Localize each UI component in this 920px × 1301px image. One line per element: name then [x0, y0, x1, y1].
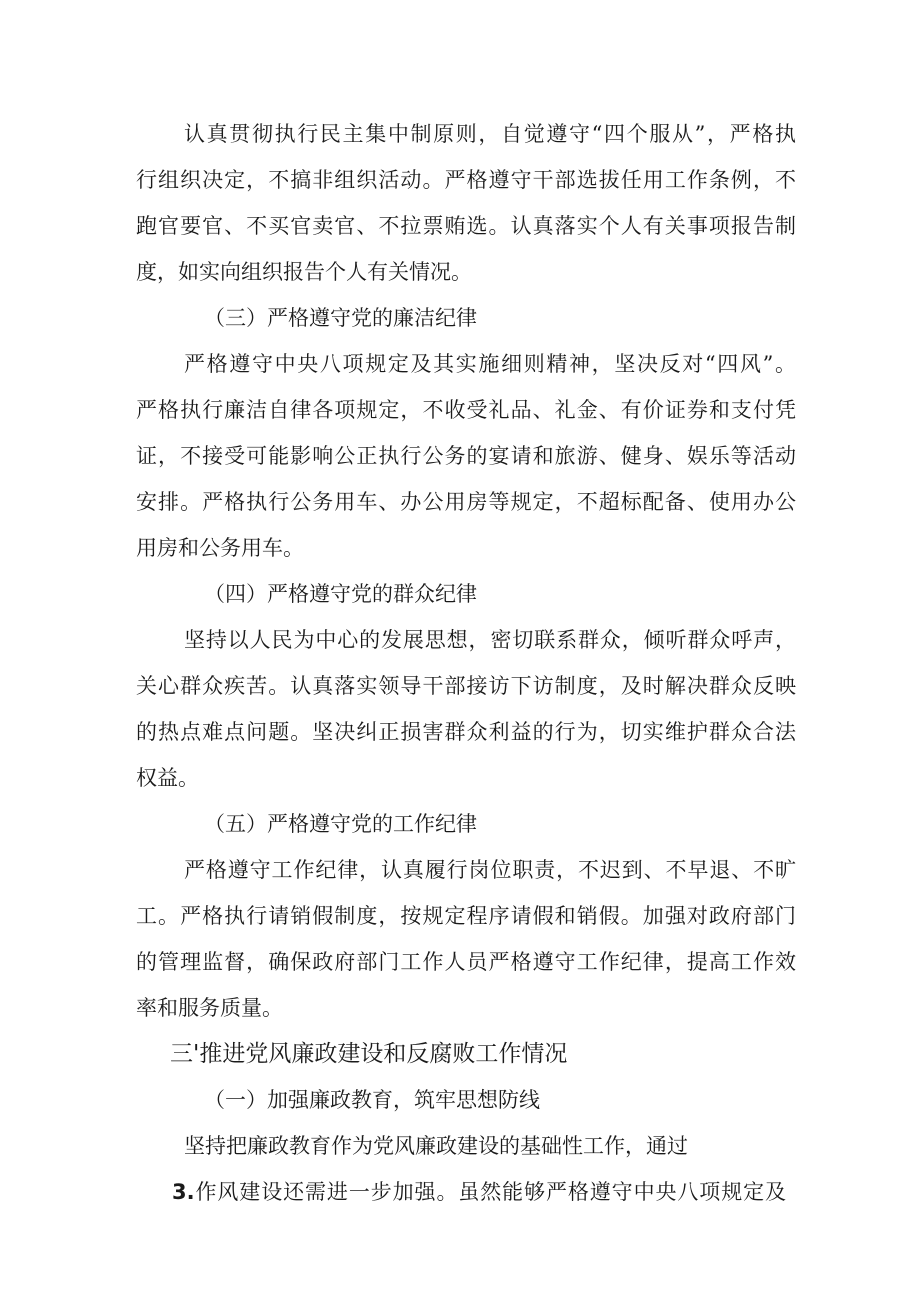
- para2-line4: 安排。严格执行公务用车、办公用房等规定，不超标配备、使用办公: [136, 490, 796, 514]
- para3-line2: 关心群众疾苦。认真落实领导干部接访下访制度，及时解决群众反映: [136, 674, 796, 698]
- subheading-five: （五）严格遵守党的工作纪律: [204, 812, 477, 836]
- para3-line1: 坚持以人民为中心的发展思想，密切联系群众，倾听群众呼声，: [184, 628, 796, 652]
- para1-line4: 度，如实向组织报告个人有关情况。: [136, 260, 472, 284]
- para1-line1: 认真贯彻执行民主集中制原则，自觉遵守“四个服从”，严格执: [184, 122, 796, 146]
- para2-line2: 严格执行廉洁自律各项规定，不收受礼品、礼金、有价证券和支付凭: [136, 398, 796, 422]
- para6-text: 作风建设还需进一步加强。虽然能够严格遵守中央八项规定及: [194, 1180, 786, 1204]
- para4-line2: 工。严格执行请销假制度，按规定程序请假和销假。加强对政府部门: [136, 904, 796, 928]
- para2-line1: 严格遵守中央八项规定及其实施细则精神，坚决反对“四风”。: [184, 352, 796, 376]
- para2-line5: 用房和公务用车。: [136, 536, 304, 560]
- subheading-one: （一）加强廉政教育，筑牢思想防线: [204, 1088, 540, 1112]
- para4-line3: 的管理监督，确保政府部门工作人员严格遵守工作纪律，提高工作效: [136, 950, 796, 974]
- para4-line1: 严格遵守工作纪律，认真履行岗位职责，不迟到、不早退、不旷: [184, 858, 796, 882]
- subheading-three: （三）严格遵守党的廉洁纪律: [204, 306, 477, 330]
- para1-line2: 行组织决定，不搞非组织活动。严格遵守干部选拔任用工作条例，不: [136, 168, 796, 192]
- subheading-four: （四）严格遵守党的群众纪律: [204, 582, 477, 606]
- para3-line3: 的热点难点问题。坚决纠正损害群众利益的行为，切实维护群众合法: [136, 720, 796, 744]
- para4-line4: 率和服务质量。: [136, 996, 283, 1020]
- para6-line1: [172, 1178, 786, 1206]
- para5-line1: 坚持把廉政教育作为党风廉政建设的基础性工作，通过: [184, 1134, 688, 1158]
- section-heading: 三'推进党风廉政建设和反腐败工作情况: [170, 1041, 568, 1067]
- para1-line3: 跑官要官、不买官卖官、不拉票贿选。认真落实个人有关事项报告制: [136, 214, 796, 238]
- para2-line3: 证，不接受可能影响公正执行公务的宴请和旅游、健身、娱乐等活动: [136, 444, 796, 468]
- para3-line4: 权益。: [136, 766, 199, 790]
- item-number: 3.: [172, 1180, 195, 1204]
